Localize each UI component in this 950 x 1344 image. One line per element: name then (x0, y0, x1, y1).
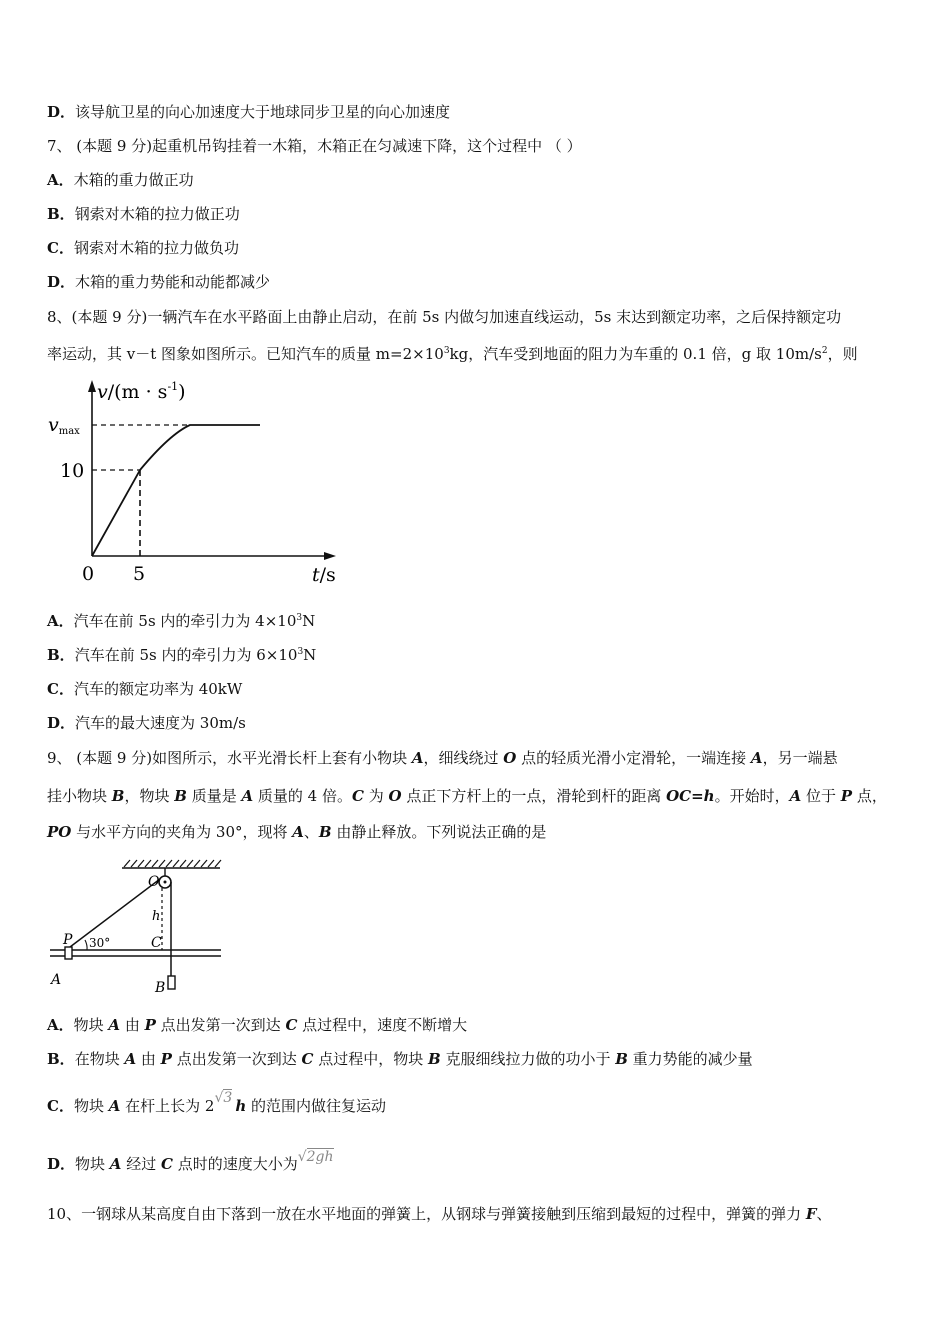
var: P (160, 1050, 172, 1068)
q7-option-a (47, 170, 194, 190)
option-text: 木箱的重力做正功 (73, 171, 194, 189)
label-A: A (51, 972, 62, 988)
var-A: A (411, 749, 424, 767)
q8-option-b (47, 645, 316, 665)
option-label: D． (47, 273, 76, 291)
x0-label: 0 (82, 563, 95, 585)
option-text: 汽车的额定功率为 40kW (73, 680, 243, 698)
var-B: B (318, 823, 332, 841)
stem-text: ，另一端悬 (762, 749, 838, 767)
label-h: h (152, 909, 161, 924)
var: A (108, 1016, 121, 1034)
q8-stem-sup2: 2 (821, 346, 828, 356)
q9-option-c (47, 1090, 386, 1117)
option-label: C． (47, 680, 74, 698)
label-angle: 30° (89, 936, 111, 950)
stem-text: ，物块 (124, 787, 175, 805)
option-text: 点时的速度大小为 (172, 1155, 298, 1173)
q8-stem-text-a: 率运动，其 v－t 图象如图所示。已知汽车的质量 m=2×10 (47, 345, 444, 363)
q10-stem (47, 1204, 832, 1224)
stem-text: 点， (852, 787, 887, 805)
label-O: O (148, 874, 160, 890)
option-label: A． (47, 612, 74, 630)
var-C: C (351, 787, 364, 805)
option-label: A． (47, 171, 74, 189)
y10-label: 10 (60, 460, 85, 482)
option-text: 物块 (75, 1155, 110, 1173)
option-text: 重力势能的减少量 (627, 1050, 753, 1068)
pulley-diagram (45, 852, 230, 997)
option-text: 在杆上长为 2 (120, 1097, 215, 1115)
option-text: 钢索对木箱的拉力做正功 (74, 205, 240, 223)
stem-text: 位于 (801, 787, 841, 805)
q8-option-d (47, 713, 246, 733)
var: C (285, 1016, 298, 1034)
option-sup: 3 (296, 613, 303, 623)
label-B: B (155, 980, 166, 996)
velocity-curve (92, 425, 260, 556)
option-text: 点过程中，速度不断增大 (297, 1016, 468, 1034)
var-P: P (840, 787, 853, 805)
q9-stem-line3 (47, 822, 546, 842)
x-axis-label: t/s (312, 564, 336, 586)
label-C: C (151, 935, 162, 951)
var: C (160, 1155, 173, 1173)
option-label: B． (47, 205, 75, 223)
stem-text: 9、 (本题 9 分)如图所示，水平光滑长杆上套有小物块 (47, 749, 412, 767)
sqrt-expression (214, 1090, 232, 1106)
stem-text: 点正下方杆上的一点，滑轮到杆的距离 (401, 787, 667, 805)
option-text: 经过 (121, 1155, 161, 1173)
y-axis-arrow (88, 380, 96, 392)
option-label: C． (47, 1097, 74, 1115)
var: h (235, 1097, 247, 1115)
sqrt-sign: √ (297, 1149, 307, 1165)
q8-stem-sup: 3 (443, 346, 450, 356)
var-O: O (503, 749, 517, 767)
q8-stem-line2 (47, 344, 858, 364)
stem-text: 为 (363, 787, 389, 805)
var-O: O (388, 787, 402, 805)
vt-graph (40, 374, 350, 594)
var-B: B (174, 787, 187, 805)
option-text: 点过程中，物块 (313, 1050, 428, 1068)
stem-text: 挂小物块 (47, 787, 112, 805)
q7-option-d (47, 272, 270, 292)
option-label: B． (47, 1050, 75, 1068)
rope-to-A (70, 879, 160, 947)
stem-text: 质量是 (186, 787, 242, 805)
option-text: 汽车的最大速度为 30m/s (75, 714, 246, 732)
option-text: 在物块 (74, 1050, 125, 1068)
pulley-axle (164, 881, 167, 884)
var: A (124, 1050, 137, 1068)
option-text: 点出发第一次到达 (171, 1050, 302, 1068)
block-B (168, 976, 175, 989)
var-OC: OC=h (666, 787, 715, 805)
option-label: D． (47, 103, 76, 121)
angle-arc (85, 940, 87, 950)
option-label: D． (47, 714, 76, 732)
q8-stem-line1: 8、(本题 9 分)一辆汽车在水平路面上由静止启动，在前 5s 内做匀加速直线运动，5s 末达到额定功率，之后保持额定功 (47, 308, 842, 326)
var: A (108, 1097, 121, 1115)
q9-option-b (47, 1049, 753, 1069)
var-A: A (241, 787, 254, 805)
x5-label: 5 (133, 563, 146, 585)
var-A: A (292, 823, 304, 841)
var: A (109, 1155, 122, 1173)
sqrt-sign: √ (214, 1090, 224, 1106)
var-A: A (750, 749, 763, 767)
stem-text: 质量的 4 倍。 (253, 787, 352, 805)
var: B (615, 1050, 628, 1068)
q7-option-b (47, 204, 240, 224)
option-text: 钢索对木箱的拉力做负功 (73, 239, 239, 257)
stem-text: 10、一钢球从某高度自由下落到一放在水平地面的弹簧上，从钢球与弹簧接触到压缩到最短的过程中，弹簧的弹力 (47, 1205, 806, 1223)
q8-stem-text-b: kg，汽车受到地面的阻力为车重的 0.1 倍，g 取 10m/s (449, 345, 822, 363)
ceiling-hatch (124, 860, 221, 867)
block-A (65, 947, 72, 959)
option-text: 汽车在前 5s 内的牵引力为 4×10 (73, 612, 297, 630)
option-label: D． (47, 1155, 76, 1173)
option-text: 点出发第一次到达 (155, 1016, 286, 1034)
option-text: 克服细线拉力做的功小于 (440, 1050, 616, 1068)
option-tail: N (302, 612, 316, 630)
option-text: 的范围内做往复运动 (246, 1097, 386, 1115)
var: C (301, 1050, 314, 1068)
q9-stem-line2 (47, 786, 887, 806)
q9-stem-line1 (47, 748, 838, 768)
q8-stem-text-c: ，则 (827, 345, 858, 363)
var-B: B (111, 787, 125, 805)
option-text: 由 (136, 1050, 161, 1068)
q6-option-d (47, 102, 450, 122)
stem-text: 与水平方向的夹角为 30°，现将 (71, 823, 293, 841)
q9-option-a (47, 1015, 467, 1035)
stem-text: 由静止释放。下列说法正确的是 (331, 823, 547, 841)
option-label: B． (47, 646, 75, 664)
stem-text: ，细线绕过 (423, 749, 504, 767)
option-label: A． (47, 1016, 74, 1034)
var: B (427, 1050, 441, 1068)
x-axis-arrow (324, 552, 336, 560)
option-label: C． (47, 239, 74, 257)
option-text: 汽车在前 5s 内的牵引力为 6×10 (74, 646, 298, 664)
option-text: 由 (120, 1016, 145, 1034)
var: P (144, 1016, 156, 1034)
option-tail: N (303, 646, 317, 664)
sqrt-expression (298, 1149, 334, 1165)
q9-option-d (47, 1149, 334, 1175)
stem-text: 。开始时， (714, 787, 790, 805)
stem-text: 点的轻质光滑小定滑轮，一端连接 (516, 749, 751, 767)
var-PO: PO (47, 823, 72, 841)
sqrt-radicand: 3 (223, 1090, 233, 1106)
var-F: F (805, 1205, 817, 1223)
y-axis-label: $v/(m \cdot s^{-1})$ (97, 380, 186, 403)
option-text: 该导航卫星的向心加速度大于地球同步卫星的向心加速度 (75, 103, 451, 121)
stem-text: 、 (816, 1205, 832, 1223)
option-text: 物块 (73, 1016, 109, 1034)
label-P: P (63, 932, 73, 948)
option-sup: 3 (297, 647, 304, 657)
stem-text: 、 (303, 823, 319, 841)
sqrt-radicand: 2gh (306, 1149, 334, 1165)
q8-option-a (47, 611, 315, 631)
q8-option-c (47, 679, 242, 699)
var-A: A (789, 787, 802, 805)
q7-stem: 7、 (本题 9 分)起重机吊钩挂着一木箱，木箱正在匀减速下降，这个过程中 （ ） (47, 137, 582, 155)
option-text: 木箱的重力势能和动能都减少 (75, 273, 271, 291)
vmax-label: vmax (48, 414, 80, 437)
q7-option-c (47, 238, 239, 258)
option-text: 物块 (73, 1097, 109, 1115)
